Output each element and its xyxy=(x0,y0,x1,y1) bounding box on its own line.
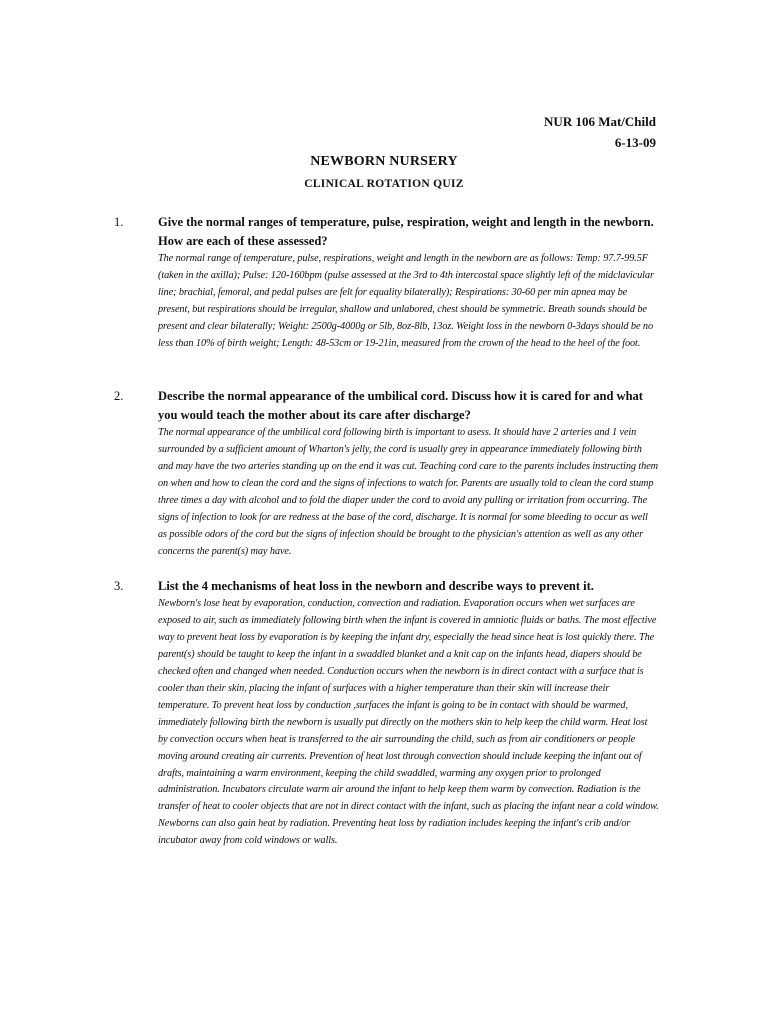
question-prompt: Give the normal ranges of temperature, pulse, respiration, weight and length in the newborn. How are each of these assessed? xyxy=(158,215,654,248)
question-number: 1. xyxy=(114,215,124,229)
document-title: NEWBORN NURSERY xyxy=(310,154,458,169)
header-block xyxy=(544,111,656,153)
question-answer: The normal range of temperature, pulse, respirations, weight and length in the newborn are as follows: Temp: 97.7-99.5F (taken in the axilla); Pulse: 120-160bpm (pulse assessed at the 3rd to 4th intercostal space slightly left of the midclavicular line; brachial, femoral, and pedal pulses are felt for equality bilaterally); Respirations: 30-60 per min apnea may be present, but respirations should be irregular, shallow and unlabored, chest should be symmetric. Breath sounds should be present and clear bilaterally; Weight: 2500g-4000g or 5lb, 8oz-8lb, 13oz. Weight loss in the newborn 0-3days should be no less than 10% of birth weight; Length: 48-53cm or 19-21in, measured from the crown of the head to the heel of the foot. xyxy=(158,253,654,349)
question-prompt: List the 4 mechanisms of heat loss in the newborn and describe ways to prevent it. xyxy=(158,579,594,593)
question-1 xyxy=(114,213,659,353)
document-subtitle: CLINICAL ROTATION QUIZ xyxy=(304,178,464,190)
question-2 xyxy=(114,387,659,561)
question-number: 3. xyxy=(114,579,124,593)
question-prompt: Describe the normal appearance of the umbilical cord. Discuss how it is cared for and what you would teach the mother about its care after discharge? xyxy=(158,389,643,422)
question-answer: Newborn's lose heat by evaporation, conduction, convection and radiation. Evaporation occurs when wet surfaces are exposed to air, such as immediately following birth when the infant is covered in amniotic fluids or baths. The most effective way to prevent heat loss by evaporation is by keeping the infant dry, especially the head since heat is lost quickly there. The parent(s) should be taught to keep the infant in a swaddled blanket and a knit cap on the infants head, diapers should be checked often and changed when needed. Conduction occurs when the newborn is in direct contact with a surface that is cooler than their skin, placing the infant of surfaces with a higher temperature than their skin will increase their temperature. To prevent heat loss by conduction ,surfaces the infant is going to be in contact with should be warmed, immediately following birth the newborn is usually put directly on the mothers skin to help keep the child warm. Heat lost by convection occurs when heat is transferred to the air surrounding the child, such as from air conditioners or people moving around creating air currents. Prevention of heat lost through convection should include keeping the infant out of drafts, maintaining a warm environment, keeping the child swaddled, warming any oxygen prior to prolonged administration. Incubators circulate warm air around the infant to help keep them warm by convection. Radiation is the transfer of heat to cooler objects that are not in direct contact with the infant, such as placing the infant near a cold window. Newborns can also gain heat by radiation. Preventing heat loss by radiation includes keeping the infant's crib and/or incubator away from cold windows or walls. xyxy=(158,598,659,847)
course-label: NUR 106 Mat/Child xyxy=(544,114,656,129)
question-3 xyxy=(114,577,659,850)
question-answer: The normal appearance of the umbilical cord following birth is important to asess. It should have 2 arteries and 1 vein surrounded by a sufficient amount of Wharton's jelly, the cord is usually grey in appearance immediately following birth and may have the two arteries standing up on the end it was cut. Teaching cord care to the parents includes instructing them on when and how to clean the cord and the signs of infections to watch for. Parents are usually told to clean the cord stump three times a day with alcohol and to fold the diaper under the cord to avoid any pulling or irritation from occurring. The signs of infection to look for are redness at the base of the cord, discharge. It is normal for some bleeding to occur as well as possible odors of the cord but the signs of infection should be brought to the physician's attention as well as any other concerns the parent(s) may have. xyxy=(158,427,659,557)
question-number: 2. xyxy=(114,389,124,403)
date-label: 6-13-09 xyxy=(614,135,656,150)
